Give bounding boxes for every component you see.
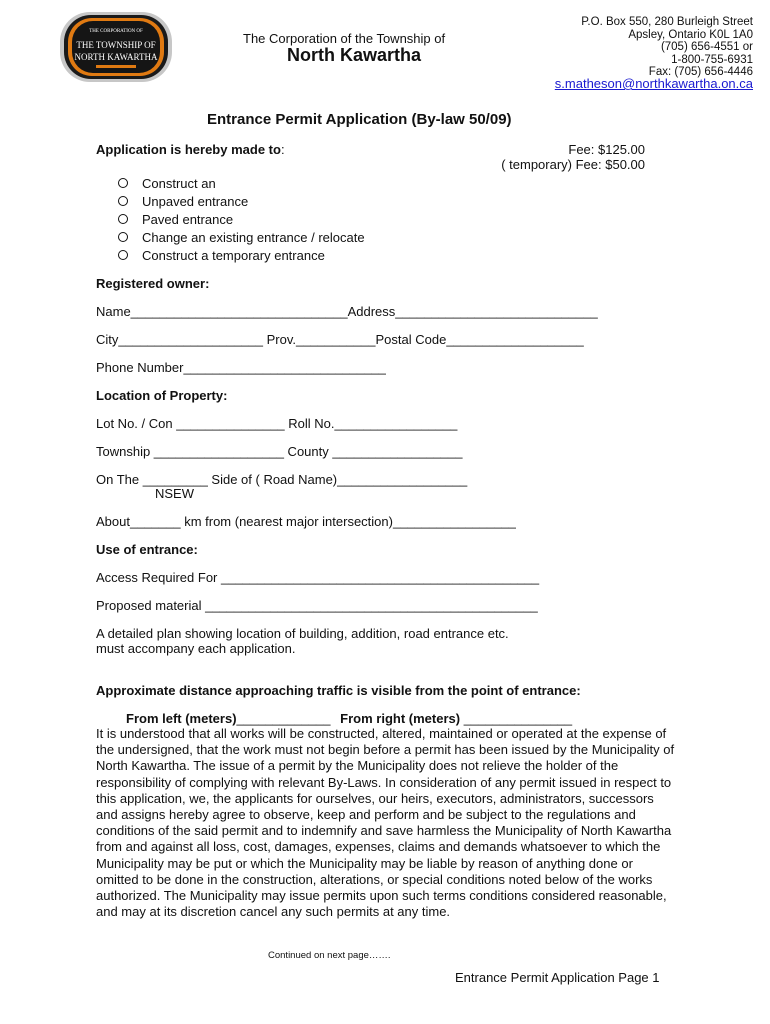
option-label: Unpaved entrance xyxy=(142,193,249,209)
option-temporary[interactable] xyxy=(118,246,365,264)
application-made-to-label: Application is hereby made to xyxy=(96,142,281,157)
proposed-material-field[interactable]: Proposed material ______________________________________________ xyxy=(96,598,538,613)
name-address-field[interactable]: Name______________________________Address____________________________ xyxy=(96,304,598,319)
nsew-hint: NSEW xyxy=(155,486,194,501)
plan-note-line1: A detailed plan showing location of building, addition, road entrance etc. xyxy=(96,626,509,641)
fax-line: Fax: (705) 656-4446 xyxy=(648,66,753,79)
from-right-field[interactable]: _______________ xyxy=(463,711,573,726)
use-heading: Use of entrance: xyxy=(96,542,198,557)
from-left-field[interactable]: _____________ xyxy=(236,711,331,726)
radio-circle-icon[interactable] xyxy=(118,250,128,260)
radio-circle-icon[interactable] xyxy=(118,214,128,224)
township-logo xyxy=(58,10,174,84)
radio-circle-icon[interactable] xyxy=(118,196,128,206)
phone-number-field[interactable]: Phone Number____________________________ xyxy=(96,360,386,375)
terms-paragraph: It is understood that all works will be constructed, altered, maintained or operated at the expense of the undersigned, that the work must not begin before a permit has been issued by the Municipality of North Kawartha. The issue of a permit by the Municipality does not relieve the holder of the responsibility of complying with relevant By-Laws. In consideration of any permit issued in respect to this application, we, the applicants for ourselves, our heirs, executors, administrators, successors and assigns hereby agree to observe, keep and perform and be subject to the regulations and conditions of the said permit and to indemnify and save harmless the Municipality of North Kawartha from and against all loss, cost, damages, expenses, claims and demands whatsoever to which the Municipality may be put or which the Municipality may be liable by reason of anything done or omitted to be done in the construction, alterations, or special conditions noted below of the works authorized. The Municipality may issue permits upon such terms conditions considered reasonable, and may at its discretion cancel any such permits at any time. xyxy=(96,726,675,920)
radio-circle-icon[interactable] xyxy=(118,232,128,242)
continued-note: Continued on next page……. xyxy=(268,950,391,961)
option-relocate[interactable] xyxy=(118,228,365,246)
visibility-distances xyxy=(126,711,572,726)
phone-line: (705) 656-4551 or xyxy=(660,41,753,54)
option-label: Change an existing entrance / relocate xyxy=(142,229,365,245)
option-label: Construct a temporary entrance xyxy=(142,247,325,263)
fee-standard: Fee: $125.00 xyxy=(568,142,645,157)
entrance-type-options xyxy=(118,174,365,264)
corporation-line: The Corporation of the Township of xyxy=(243,31,446,46)
radio-circle-icon[interactable] xyxy=(118,178,128,188)
option-label: Construct an xyxy=(142,175,216,191)
page-footer: Entrance Permit Application Page 1 xyxy=(455,970,660,985)
from-left-label: From left (meters) xyxy=(126,711,237,726)
township-name: North Kawartha xyxy=(287,45,422,65)
email-link[interactable]: s.matheson@northkawartha.on.ca xyxy=(554,76,753,91)
option-construct[interactable] xyxy=(118,174,365,192)
option-paved[interactable] xyxy=(118,210,365,228)
option-label: Paved entrance xyxy=(142,211,234,227)
road-side-field[interactable]: On The _________ Side of ( Road Name)__________________ xyxy=(96,472,468,487)
city-prov-postal-field[interactable]: City____________________ Prov.___________Postal Code___________________ xyxy=(96,332,584,347)
access-required-field[interactable]: Access Required For ____________________________________________ xyxy=(96,570,540,585)
option-unpaved[interactable] xyxy=(118,192,365,210)
distance-intersection-field[interactable]: About_______ km from (nearest major intersection)_________________ xyxy=(96,514,516,529)
colon: : xyxy=(280,142,285,157)
location-heading: Location of Property: xyxy=(96,388,228,403)
visibility-heading: Approximate distance approaching traffic is visible from the point of entrance: xyxy=(96,683,581,698)
fee-temporary: ( temporary) Fee: $50.00 xyxy=(501,157,645,172)
application-made-to xyxy=(96,142,285,157)
logo-text-top: THE CORPORATION OF xyxy=(89,29,143,34)
logo-text-mid: THE TOWNSHIP OF xyxy=(76,40,156,50)
tollfree-line: 1-800-755-6931 xyxy=(671,53,753,66)
logo-text-bottom: NORTH KAWARTHA xyxy=(74,52,158,62)
address-line: Apsley, Ontario K0L 1A0 xyxy=(628,28,753,41)
lot-roll-field[interactable]: Lot No. / Con _______________ Roll No._________________ xyxy=(96,416,458,431)
form-title: Entrance Permit Application (By-law 50/09) xyxy=(207,111,512,128)
address-line: P.O. Box 550, 280 Burleigh Street xyxy=(581,16,753,28)
township-county-field[interactable]: Township __________________ County __________________ xyxy=(96,444,463,459)
plan-note-line2: must accompany each application. xyxy=(96,641,296,656)
registered-owner-heading: Registered owner: xyxy=(96,276,210,291)
from-right-label: From right (meters) xyxy=(340,711,461,726)
contact-block xyxy=(581,16,753,79)
